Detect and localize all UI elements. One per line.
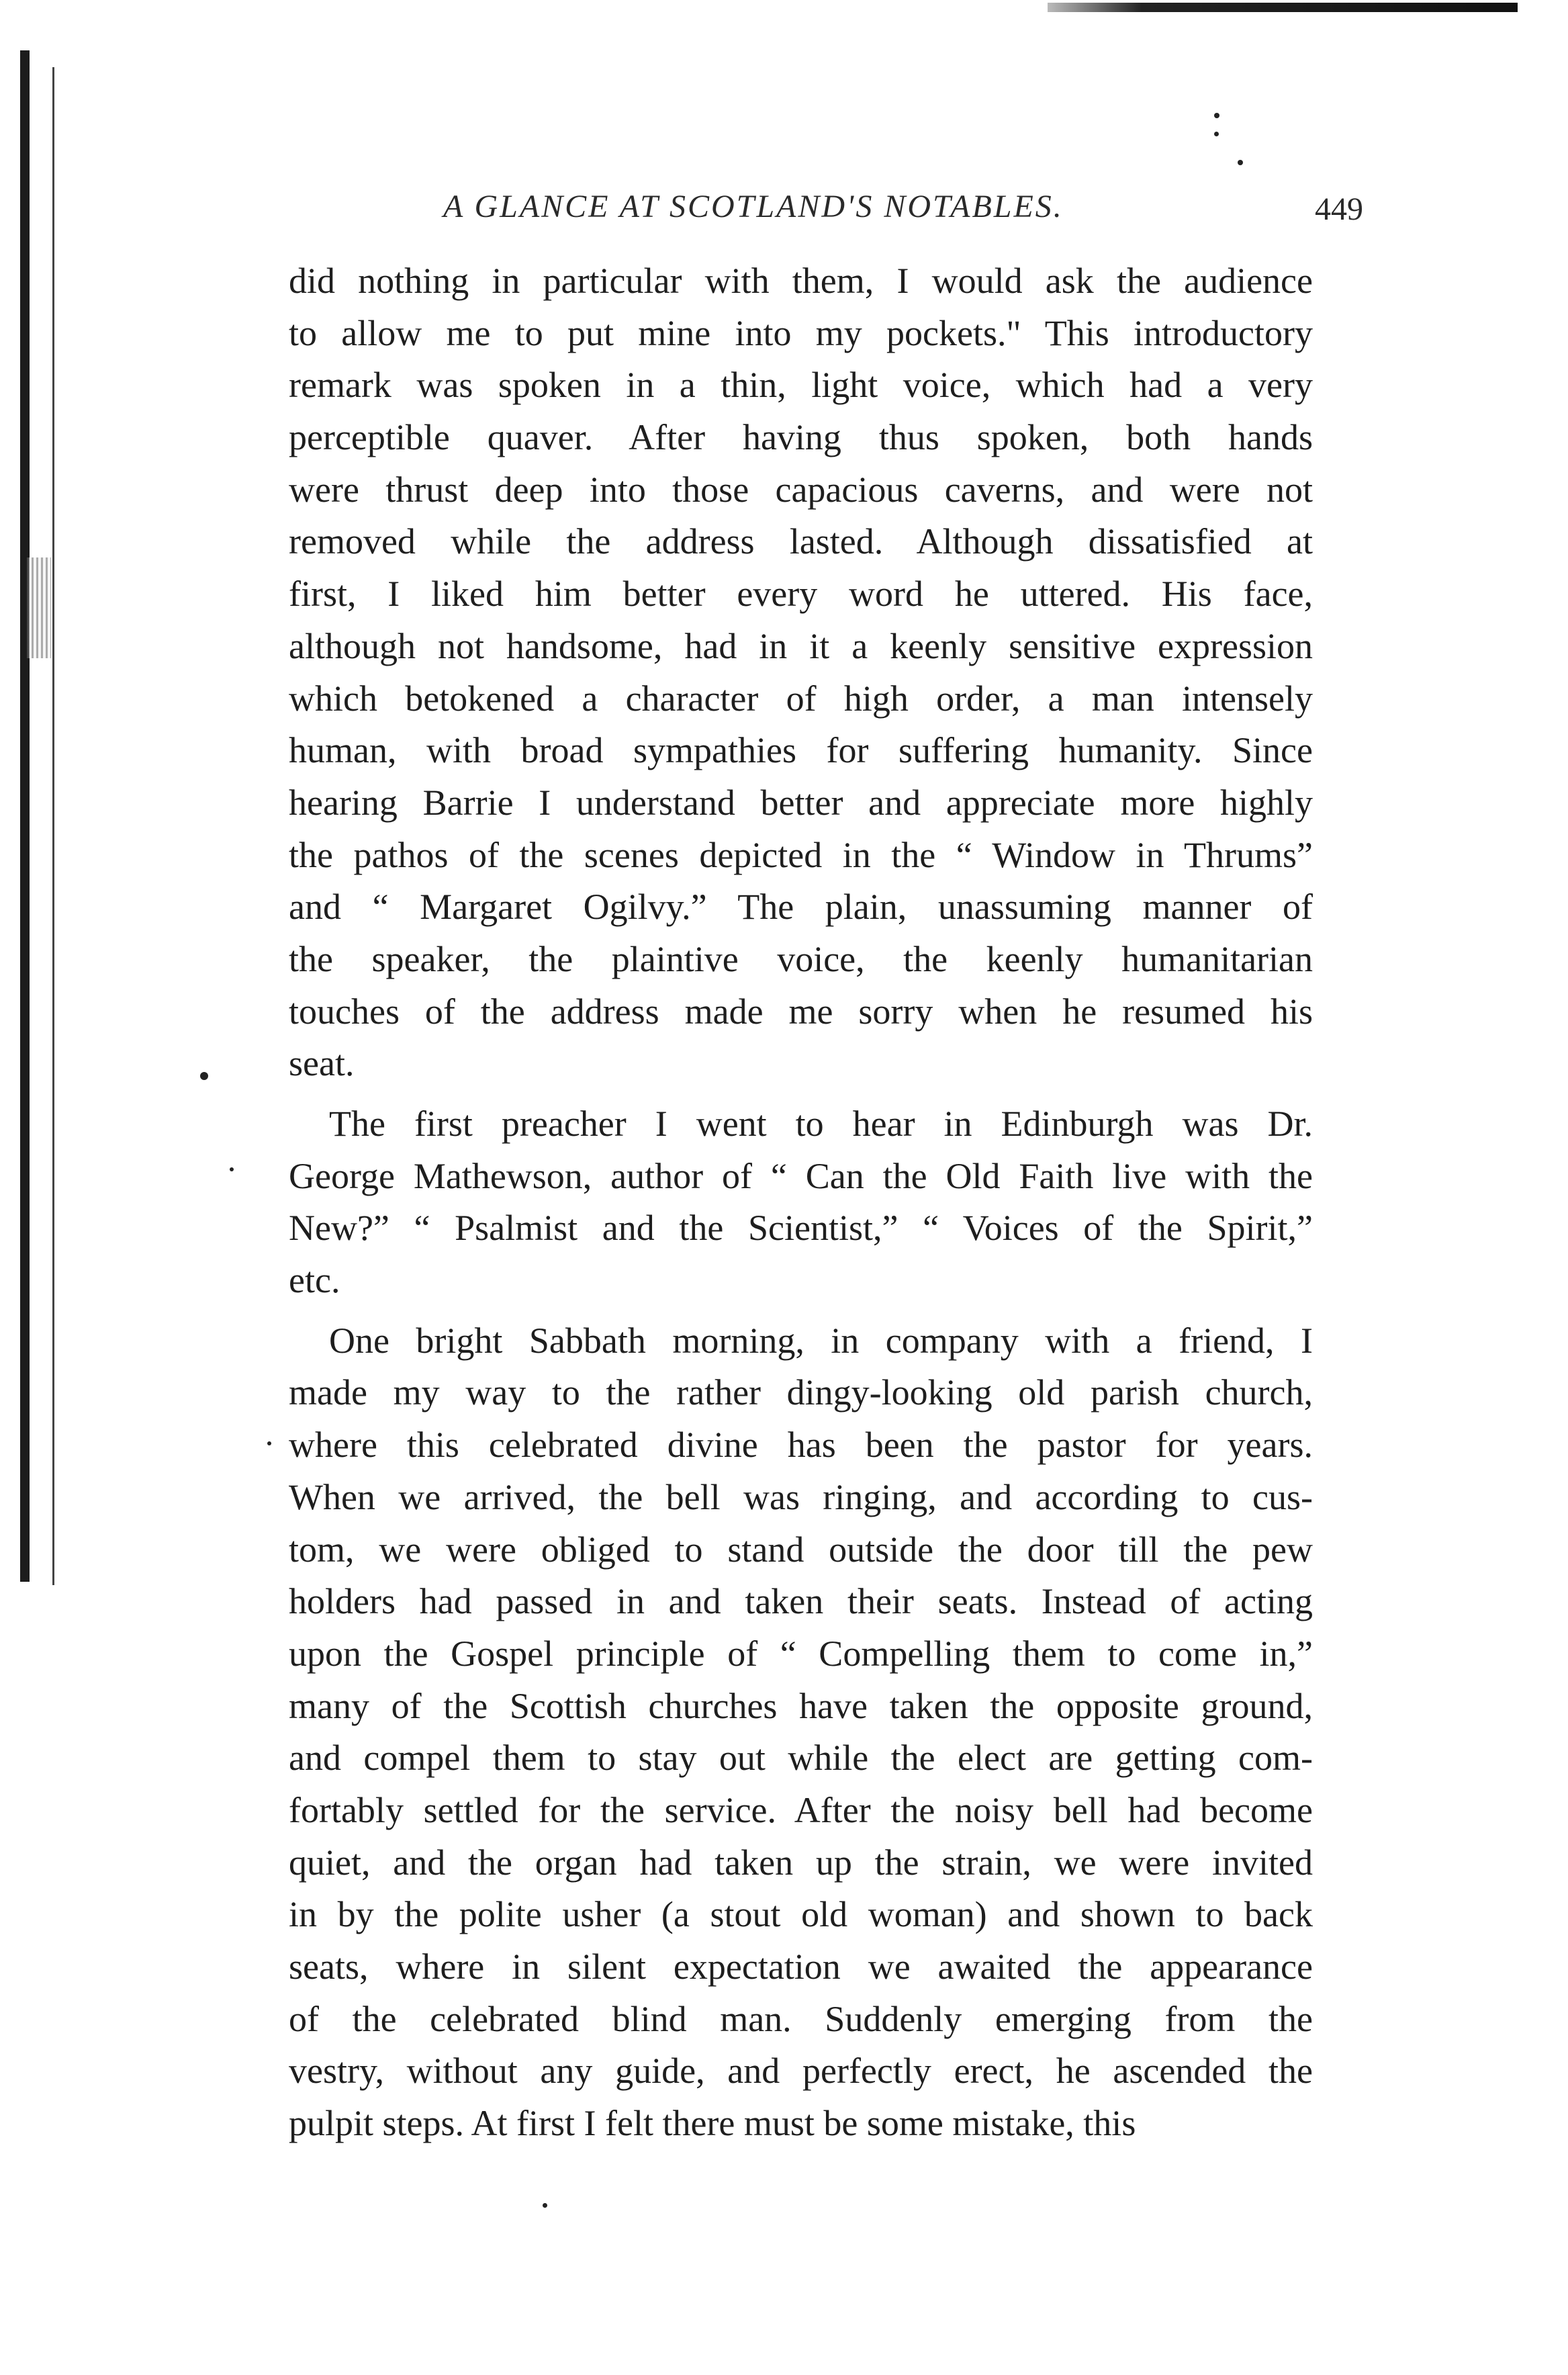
text-line: where this celebrated divine has been the pastor for years. bbox=[289, 1425, 1313, 1466]
text-line: hearing Barrie I understand better and appreciate more highly bbox=[289, 782, 1313, 823]
text-line: pulpit steps. At first I felt there must be some mistake, this bbox=[289, 2103, 1136, 2144]
text-line: made my way to the rather dingy-looking old parish church, bbox=[289, 1372, 1313, 1413]
text-line: in by the polite usher (a stout old woman) and shown to back bbox=[289, 1894, 1313, 1935]
body-text bbox=[289, 255, 1313, 2150]
scan-binding-smudge bbox=[27, 557, 51, 658]
paragraph bbox=[289, 1315, 1313, 2150]
scan-binding-line bbox=[52, 67, 54, 1585]
text-line: although not handsome, had in it a keenly sensitive expression bbox=[289, 625, 1313, 666]
text-line: holders had passed in and taken their seats. Instead of acting bbox=[289, 1581, 1313, 1622]
text-line: New?” “ Psalmist and the Scientist,” “ Voices of the Spirit,” bbox=[289, 1208, 1313, 1249]
paragraph-gap bbox=[289, 1090, 1313, 1098]
text-line: The first preacher I went to hear in Edinburgh was Dr. bbox=[329, 1104, 1313, 1144]
text-line: perceptible quaver. After having thus spoken, both hands bbox=[289, 417, 1313, 458]
paragraph bbox=[289, 1098, 1313, 1307]
text-line: George Mathewson, author of “ Can the Old Faith live with the bbox=[289, 1155, 1313, 1196]
text-line: removed while the address lasted. Although dissatisfied at bbox=[289, 521, 1313, 562]
scan-speck bbox=[230, 1167, 234, 1171]
scan-speck bbox=[1214, 132, 1219, 136]
text-line: to allow me to put mine into my pockets." This introductory bbox=[289, 312, 1313, 353]
text-line: upon the Gospel principle of “ Compelling them to come in,” bbox=[289, 1633, 1313, 1674]
text-line: tom, we were obliged to stand outside the door till the pew bbox=[289, 1529, 1313, 1570]
text-line: were thrust deep into those capacious caverns, and were not bbox=[289, 469, 1313, 510]
text-line: When we arrived, the bell was ringing, and according to cus- bbox=[289, 1476, 1313, 1517]
text-line: touches of the address made me sorry when he resumed his bbox=[289, 991, 1313, 1032]
text-line: did nothing in particular with them, I would ask the audience bbox=[289, 261, 1313, 301]
text-line: seats, where in silent expectation we awaited the appearance bbox=[289, 1946, 1313, 1987]
text-line: the pathos of the scenes depicted in the “ Window in Thrums” bbox=[289, 834, 1313, 875]
text-line: remark was spoken in a thin, light voice, which had a very bbox=[289, 365, 1313, 406]
scan-speck bbox=[1238, 160, 1243, 165]
running-head bbox=[443, 181, 1363, 242]
text-line: the speaker, the plaintive voice, the keenly humanitarian bbox=[289, 938, 1313, 979]
text-line: etc. bbox=[289, 1260, 340, 1301]
running-head-title: A GLANCE AT SCOTLAND'S NOTABLES. bbox=[443, 189, 1064, 224]
scan-speck bbox=[1214, 113, 1219, 118]
text-line: seat. bbox=[289, 1043, 355, 1084]
text-line: fortably settled for the service. After the noisy bell had become bbox=[289, 1789, 1313, 1830]
text-line: first, I liked him better every word he uttered. His face, bbox=[289, 574, 1313, 615]
text-line: of the celebrated blind man. Suddenly emerging from the bbox=[289, 1998, 1313, 2039]
scan-speck bbox=[200, 1072, 208, 1080]
text-line: quiet, and the organ had taken up the strain, we were invited bbox=[289, 1842, 1313, 1883]
scan-speck bbox=[543, 2203, 547, 2208]
text-line: human, with broad sympathies for suffering humanity. Since bbox=[289, 730, 1313, 771]
scan-top-rule bbox=[1048, 3, 1518, 12]
text-line: One bright Sabbath morning, in company with a friend, I bbox=[329, 1320, 1313, 1361]
paragraph-gap bbox=[289, 1307, 1313, 1315]
paragraph bbox=[289, 255, 1313, 1090]
page-number: 449 bbox=[1315, 191, 1363, 227]
text-line: and “ Margaret Ogilvy.” The plain, unassuming manner of bbox=[289, 887, 1313, 928]
scan-binding-edge bbox=[20, 50, 30, 1582]
text-line: many of the Scottish churches have taken the opposite ground, bbox=[289, 1685, 1313, 1726]
scan-speck bbox=[267, 1441, 271, 1445]
text-line: vestry, without any guide, and perfectly erect, he ascended the bbox=[289, 2051, 1313, 2092]
text-line: and compel them to stay out while the elect are getting com- bbox=[289, 1738, 1313, 1779]
text-line: which betokened a character of high order, a man intensely bbox=[289, 678, 1313, 719]
